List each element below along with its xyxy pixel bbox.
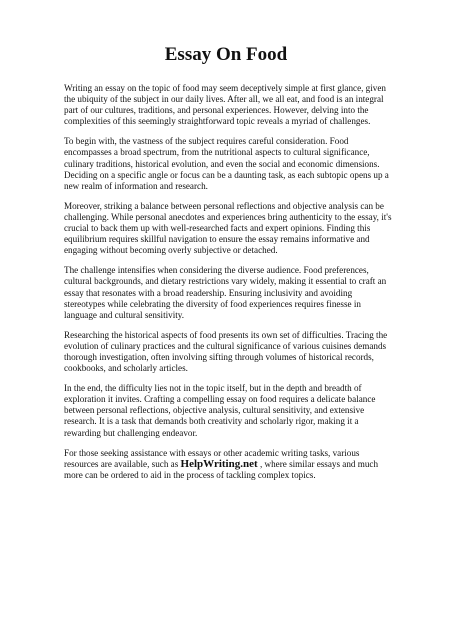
paragraph-7 [64,448,394,481]
paragraph-5: Researching the historical aspects of food presents its own set of difficulties. Tracing the evolution of culinary practices and the cultural significance of various cuisines demands thorough investigation, often involving sifting through volumes of historical records, cookbooks, and scholarly articles. [64,329,388,374]
paragraph-4: The challenge intensifies when considering the diverse audience. Food preferences, cultural backgrounds, and dietary restrictions vary widely, making it essential to craft an essay that resonates with a broad readership. Ensuring inclusivity and avoiding stereotypes while celebrating the diversity of food experiences requires finesse in language and cultural sensitivity. [64,265,387,320]
paragraph-1: Writing an essay on the topic of food may seem deceptively simple at first glance, given the ubiquity of the subject in our daily lives. After all, we all eat, and food is an integral part of our cultures, traditions, and personal experiences. However, delving into the complexities of this seemingly straightforward topic reveals a myriad of challenges. [64,83,386,127]
paragraph-6: In the end, the difficulty lies not in the topic itself, but in the depth and breadth of exploration it invites. Crafting a compelling essay on food requires a delicate balance between personal reflections, objective analysis, cultural sensitivity, and extensive research. It is a task that demands both creativity and scholarly rigor, making it a rewarding but challenging endeavor. [64,383,376,438]
paragraph-2: To begin with, the vastness of the subject requires careful consideration. Food encompasses a broad spectrum, from the nutritional aspects to cultural significance, culinary traditions, historical evolution, and even the social and economic dimensions. Deciding on a specific angle or focus can be a daunting task, as each subtopic opens up a new realm of information and research. [64,136,389,191]
paragraph-7-after: , where similar essays and much more can be ordered to aid in the process of tackling complex topics. [64,458,379,480]
paragraph-3: Moreover, striking a balance between personal reflections and objective analysis can be challenging. While personal anecdotes and experiences bring authenticity to the essay, it's crucial to back them up with well-researched facts and expert opinions. Finding this equilibrium requires skillful navigation to ensure the essay remains informative and engaging without becoming overly subjective or detached. [64,200,392,256]
document-title: Essay On Food [164,44,288,65]
document-body [64,83,394,490]
paragraph-7-before: For those seeking assistance with essays or other academic writing tasks, various resources are available, such as [64,447,360,469]
helpwriting-link[interactable]: HelpWriting.net [180,457,258,470]
